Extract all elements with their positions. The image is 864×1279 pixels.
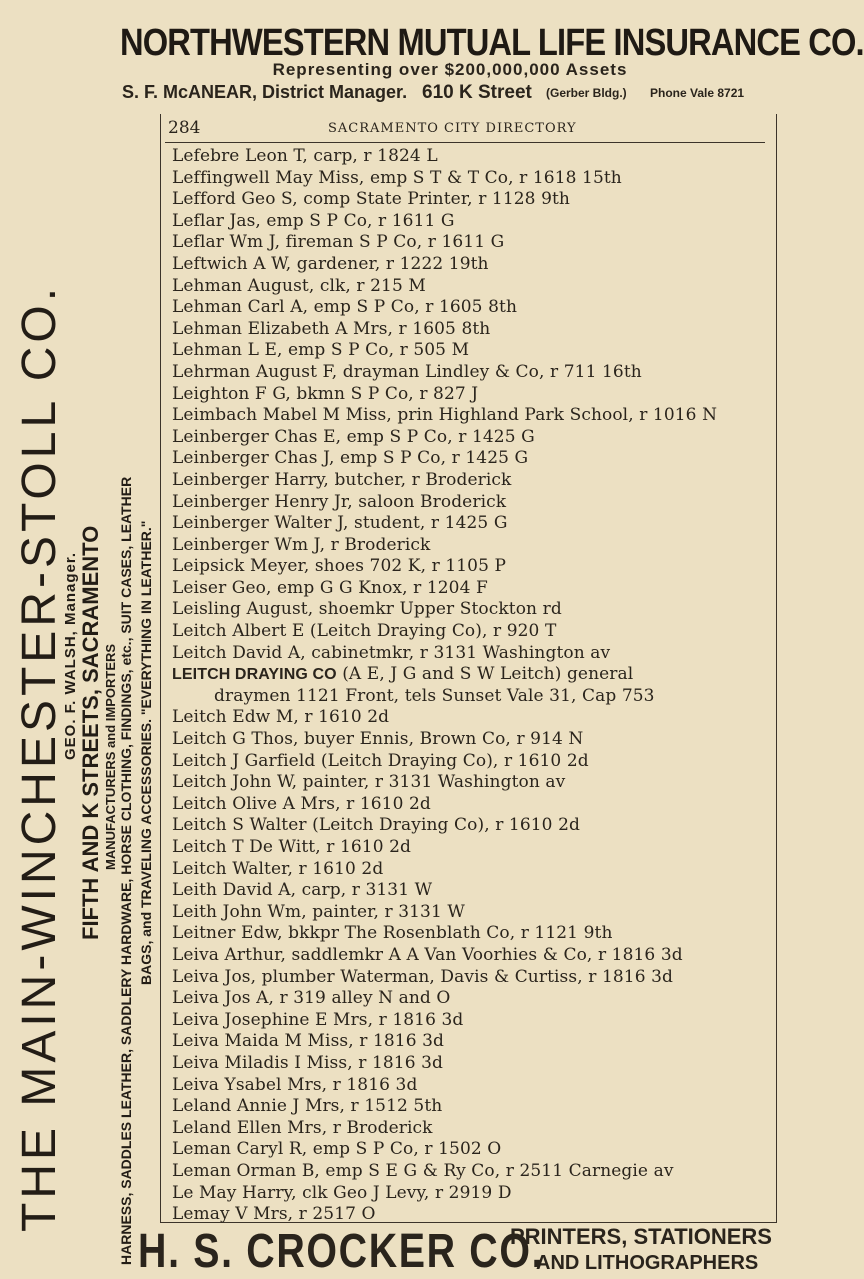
list-item: Leitner Edw, bkkpr The Rosenblath Co, r 1121 9th <box>172 923 613 944</box>
list-item: Leinberger Wm J, r Broderick <box>172 534 431 555</box>
ad-insurance-contact <box>122 82 782 104</box>
list-item: Leiva Arthur, saddlemkr A A Van Voorhies & Co, r 1816 3d <box>172 944 683 965</box>
list-item: Lemay V Mrs, r 2517 O <box>172 1204 376 1225</box>
list-item: Leiser Geo, emp G G Knox, r 1204 F <box>172 577 488 598</box>
list-item: Leland Ellen Mrs, r Broderick <box>172 1117 433 1138</box>
ad-building: (Gerber Bldg.) <box>546 86 627 100</box>
side-ad-line1: HARNESS, SADDLES LEATHER, SADDLERY HARDWARE, HORSE CLOTHING, FINDINGS, etc., SUIT CASES, LEATHER <box>118 476 134 1265</box>
list-item: Lefford Geo S, comp State Printer, r 1128 9th <box>172 189 570 210</box>
list-item: Leffingwell May Miss, emp S T & T Co, r 1618 15th <box>172 167 622 188</box>
list-item: Leftwich A W, gardener, r 1222 19th <box>172 253 489 274</box>
list-item: Leith John Wm, painter, r 3131 W <box>172 901 465 922</box>
list-item: Leipsick Meyer, shoes 702 K, r 1105 P <box>172 556 507 577</box>
list-item: Lehman Carl A, emp S P Co, r 1605 8th <box>172 297 518 318</box>
side-ad-manager: GEO. F. WALSH, Manager. <box>62 551 79 760</box>
list-item: Leitch S Walter (Leitch Draying Co), r 1610 2d <box>172 815 581 836</box>
list-item: Leflar Wm J, fireman S P Co, r 1611 G <box>172 232 505 253</box>
page-number: 284 <box>168 118 201 138</box>
list-item: Leisling August, shoemkr Upper Stockton rd <box>172 599 562 620</box>
list-item: Lefebre Leon T, carp, r 1824 L <box>172 146 438 166</box>
list-item: Lehman August, clk, r 215 M <box>172 275 426 296</box>
bottom-ad-company: H. S. CROCKER CO. <box>138 1225 545 1278</box>
ad-insurance-title: NORTHWESTERN MUTUAL LIFE INSURANCE CO. <box>120 22 864 64</box>
page-title: SACRAMENTO CITY DIRECTORY <box>328 121 577 136</box>
list-item: Leitch Walter, r 1610 2d <box>172 858 384 879</box>
list-item: Lehman Elizabeth A Mrs, r 1605 8th <box>172 318 491 339</box>
list-item: Leiva Ysabel Mrs, r 1816 3d <box>172 1074 418 1095</box>
list-item: Leiva Jos, plumber Waterman, Davis & Curtiss, r 1816 3d <box>172 966 674 987</box>
list-item: Leitch G Thos, buyer Ennis, Brown Co, r 914 N <box>172 729 584 750</box>
list-item: Leland Annie J Mrs, r 1512 5th <box>172 1096 443 1117</box>
list-item: Leinberger Chas E, emp S P Co, r 1425 G <box>172 426 535 447</box>
side-ad-manufacturers: MANUFACTURERS and IMPORTERS <box>103 643 118 870</box>
list-item: Leman Orman B, emp S E G & Ry Co, r 2511 Carnegie av <box>172 1160 674 1181</box>
list-item: Le May Harry, clk Geo J Levy, r 2919 D <box>172 1182 512 1203</box>
bottom-ad-line2: AND LITHOGRAPHERS <box>536 1252 759 1274</box>
list-item: Leitch David A, cabinetmkr, r 3131 Washington av <box>172 642 611 663</box>
list-item: Leiva Miladis I Miss, r 1816 3d <box>172 1052 444 1073</box>
directory-entries <box>172 146 772 1226</box>
ad-insurance-subtitle: Representing over $200,000,000 Assets <box>272 60 628 79</box>
ad-street: 610 K Street <box>422 82 532 103</box>
featured-company-partners: (A E, J G and S W Leitch) general <box>336 664 634 685</box>
list-item: Leitch J Garfield (Leitch Draying Co), r 1610 2d <box>172 750 589 771</box>
list-item: Leitch T De Witt, r 1610 2d <box>172 837 412 857</box>
header-rule <box>165 142 765 143</box>
list-item: Leflar Jas, emp S P Co, r 1611 G <box>172 210 455 231</box>
side-ad-line2: BAGS, and TRAVELING ACCESSORIES. "EVERYTHING IN LEATHER." <box>138 520 154 985</box>
list-item: Leiva Josephine E Mrs, r 1816 3d <box>172 1009 464 1030</box>
side-ad-address: FIFTH AND K STREETS, SACRAMENTO <box>78 525 103 940</box>
page-header <box>168 118 768 142</box>
list-item: Leinberger Henry Jr, saloon Broderick <box>172 491 507 512</box>
list-item: Leman Caryl R, emp S P Co, r 1502 O <box>172 1139 502 1160</box>
list-item: Leitch Albert E (Leitch Draying Co), r 920 T <box>172 621 557 642</box>
list-item: Leitch Edw M, r 1610 2d <box>172 707 390 728</box>
ad-manager: S. F. McANEAR, District Manager. <box>122 82 408 102</box>
bottom-ad-line1: PRINTERS, STATIONERS <box>510 1224 772 1249</box>
list-item-continuation: draymen 1121 Front, tels Sunset Vale 31, Cap 753 <box>214 685 655 706</box>
list-item: Leinberger Harry, butcher, r Broderick <box>172 469 512 490</box>
ad-phone: Phone Vale 8721 <box>650 86 745 100</box>
featured-company-name: LEITCH DRAYING CO <box>172 666 337 684</box>
list-item: Leimbach Mabel M Miss, prin Highland Park School, r 1016 N <box>172 405 718 426</box>
list-item: Leinberger Walter J, student, r 1425 G <box>172 513 508 534</box>
list-item: Leiva Maida M Miss, r 1816 3d <box>172 1031 445 1052</box>
list-item: Leinberger Chas J, emp S P Co, r 1425 G <box>172 448 529 469</box>
side-ad-company: THE MAIN-WINCHESTER-STOLL CO. <box>13 283 66 1232</box>
list-item: Lehman L E, emp S P Co, r 505 M <box>172 340 470 361</box>
list-item: Leitch Olive A Mrs, r 1610 2d <box>172 793 431 814</box>
list-item: Leith David A, carp, r 3131 W <box>172 880 433 901</box>
list-item-featured <box>172 664 772 686</box>
list-item: Leiva Jos A, r 319 alley N and O <box>172 988 451 1009</box>
list-item: Lehrman August F, drayman Lindley & Co, r 711 16th <box>172 361 642 382</box>
list-item: Leighton F G, bkmn S P Co, r 827 J <box>172 383 479 404</box>
list-item: Leitch John W, painter, r 3131 Washington av <box>172 772 566 793</box>
